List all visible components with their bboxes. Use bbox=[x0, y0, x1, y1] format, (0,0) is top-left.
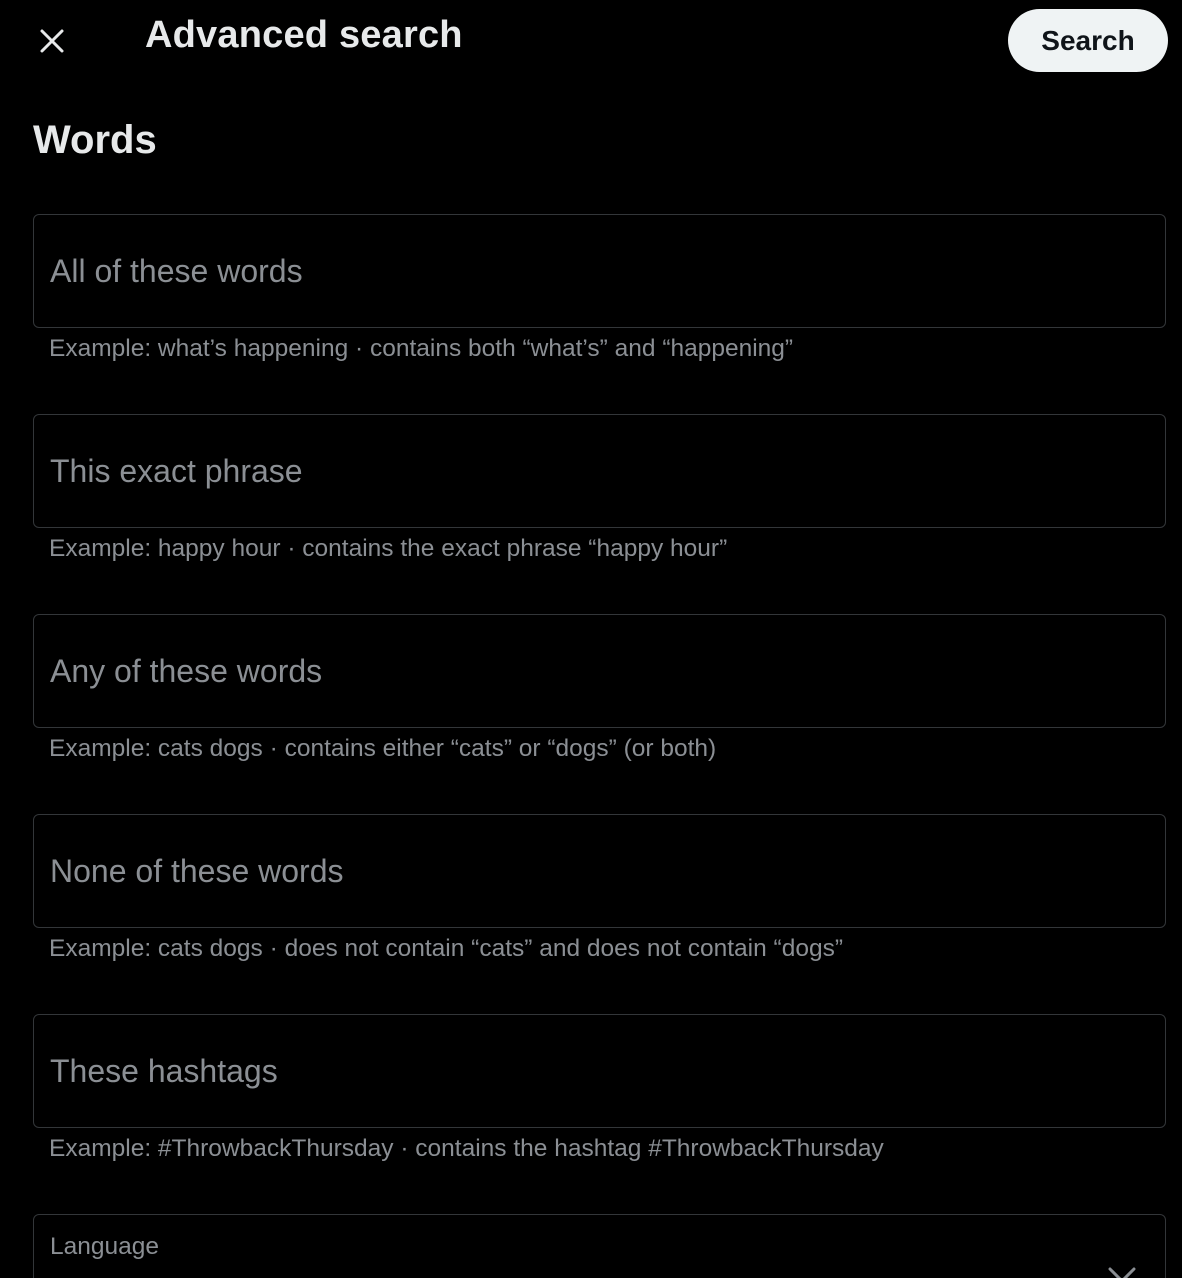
close-icon bbox=[37, 26, 67, 56]
exact-phrase-field[interactable] bbox=[33, 414, 1166, 528]
exact-phrase-input[interactable] bbox=[34, 415, 1165, 527]
hashtags-hint: Example: #ThrowbackThursday · contains the hashtag #ThrowbackThursday bbox=[49, 1135, 884, 1162]
none-words-hint: Example: cats dogs · does not contain “cats” and does not contain “dogs” bbox=[49, 935, 843, 962]
close-button[interactable] bbox=[28, 18, 76, 64]
search-button[interactable]: Search bbox=[1008, 9, 1168, 72]
language-label: Language bbox=[50, 1233, 160, 1260]
language-select[interactable] bbox=[33, 1214, 1166, 1278]
all-words-field[interactable] bbox=[33, 214, 1166, 328]
hashtags-input[interactable] bbox=[34, 1015, 1165, 1127]
none-words-field[interactable] bbox=[33, 814, 1166, 928]
any-words-field[interactable] bbox=[33, 614, 1166, 728]
all-words-hint: Example: what’s happening · contains both “what’s” and “happening” bbox=[49, 335, 794, 362]
chevron-down-icon bbox=[1104, 1257, 1140, 1278]
section-title-words: Words bbox=[33, 118, 157, 162]
none-words-input[interactable] bbox=[34, 815, 1165, 927]
exact-phrase-hint: Example: happy hour · contains the exact phrase “happy hour” bbox=[49, 535, 728, 562]
all-words-input[interactable] bbox=[34, 215, 1165, 327]
any-words-hint: Example: cats dogs · contains either “cats” or “dogs” (or both) bbox=[49, 735, 717, 762]
hashtags-field[interactable] bbox=[33, 1014, 1166, 1128]
any-words-input[interactable] bbox=[34, 615, 1165, 727]
page-title: Advanced search bbox=[145, 14, 463, 56]
modal-header bbox=[0, 0, 1182, 82]
